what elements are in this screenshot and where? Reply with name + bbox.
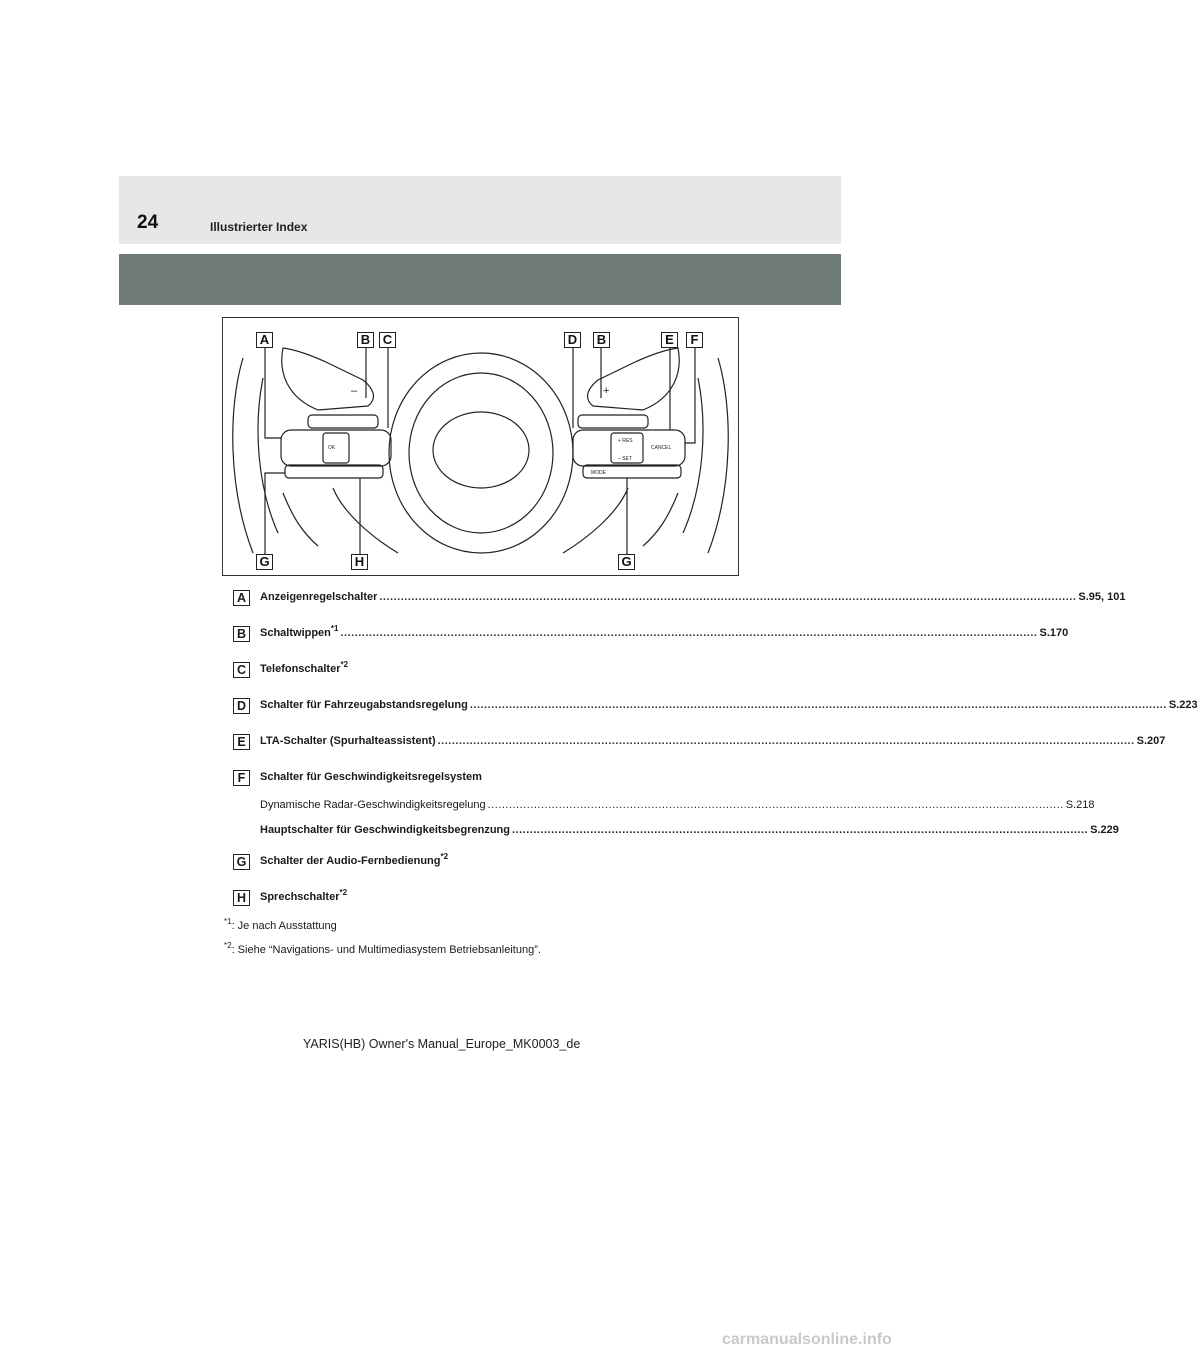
entry-page-ref[interactable]: S.170 — [1039, 627, 1069, 639]
entry-label: Schalter für Geschwindigkeitsregelsystem — [260, 771, 482, 783]
footnote-mark: *1 — [224, 917, 232, 926]
entry-marker: F — [233, 770, 250, 786]
sub-entry-page-ref[interactable]: S.218 — [1065, 799, 1095, 811]
entry-b — [233, 624, 1069, 644]
res-button-label: + RES — [618, 438, 633, 444]
page-number: 24 — [137, 212, 159, 233]
entry-f — [233, 770, 723, 788]
leader-dots: .................................................................................................................................................................. — [487, 799, 1064, 811]
entry-marker: H — [233, 890, 250, 906]
leader-dots — [438, 735, 1135, 747]
leader-dots — [379, 591, 1076, 603]
callout-c: C — [379, 332, 396, 348]
entry-label: Schalter der Audio-Fernbedienung — [260, 855, 441, 867]
entry-c — [233, 662, 723, 680]
sub-entry-speed-limiter — [260, 824, 1119, 836]
steering-wheel-figure — [222, 317, 739, 576]
entry-h — [233, 890, 723, 908]
entry-d — [233, 698, 1198, 716]
minus-paddle-label: – — [351, 385, 358, 397]
entry-label: Schalter für Fahrzeugabstandsregelung — [260, 699, 468, 711]
callout-b-right: B — [593, 332, 610, 348]
entry-marker: B — [233, 626, 250, 642]
entry-marker: A — [233, 590, 250, 606]
set-button-label: – SET — [618, 456, 632, 462]
steering-wheel-drawing — [223, 318, 738, 575]
footnote-ref: *2 — [339, 888, 348, 897]
entry-marker: E — [233, 734, 250, 750]
entry-a — [233, 590, 1126, 608]
sub-entry-label: Dynamische Radar-Geschwindigkeitsregelung — [260, 799, 486, 811]
entry-e — [233, 734, 1166, 752]
entry-label: Anzeigenregelschalter — [260, 591, 378, 603]
leader-dots — [470, 699, 1167, 711]
footnote-mark: *2 — [224, 941, 232, 950]
entry-page-ref[interactable]: S.95, 101 — [1078, 591, 1126, 603]
plus-paddle-label: + — [603, 385, 610, 397]
callout-f: F — [686, 332, 703, 348]
sub-entry-page-ref[interactable]: S.229 — [1090, 824, 1119, 836]
footnote-text: : Siehe “Navigations- und Multimediasystem Betriebsanleitung”. — [231, 944, 541, 956]
section-title: Illustrierter Index — [210, 220, 308, 234]
leader-dots — [340, 627, 1037, 639]
footnote-ref: *2 — [440, 852, 449, 861]
callout-b-left: B — [357, 332, 374, 348]
callout-g-right: G — [618, 554, 635, 570]
callout-g-left: G — [256, 554, 273, 570]
cancel-button-label: CANCEL — [651, 445, 672, 451]
leader-dots: .................................................................................................................................................................. — [512, 824, 1089, 836]
entry-marker: G — [233, 854, 250, 870]
callout-e: E — [661, 332, 678, 348]
footnote-1 — [224, 917, 337, 932]
entry-label: Sprechschalter — [260, 891, 340, 903]
footnote-ref: *2 — [340, 660, 349, 669]
mode-button-label: MODE — [591, 470, 606, 476]
entry-marker: C — [233, 662, 250, 678]
entry-label: Schaltwippen — [260, 627, 331, 639]
footnote-2 — [224, 941, 541, 956]
entry-g — [233, 854, 723, 872]
footnote-ref: *1 — [330, 624, 339, 633]
callout-d: D — [564, 332, 581, 348]
entry-label: LTA-Schalter (Spurhalteassistent) — [260, 735, 436, 747]
entry-page-ref[interactable]: S.207 — [1136, 735, 1166, 747]
section-divider-band — [119, 254, 841, 305]
sub-entry-label: Hauptschalter für Geschwindigkeitsbegrenzung — [260, 824, 510, 836]
entry-label: Telefonschalter — [260, 663, 341, 675]
callout-h: H — [351, 554, 368, 570]
entry-page-ref[interactable]: S.223 — [1168, 699, 1198, 711]
callout-a: A — [256, 332, 273, 348]
ok-button-label: OK — [328, 445, 336, 451]
entry-marker: D — [233, 698, 250, 714]
footnote-text: : Je nach Ausstattung — [231, 920, 337, 932]
sub-entry-radar-cruise — [260, 799, 1095, 811]
manual-title-footer: YARIS(HB) Owner's Manual_Europe_MK0003_de — [303, 1037, 581, 1051]
watermark: carmanualsonline.info — [722, 1331, 892, 1348]
